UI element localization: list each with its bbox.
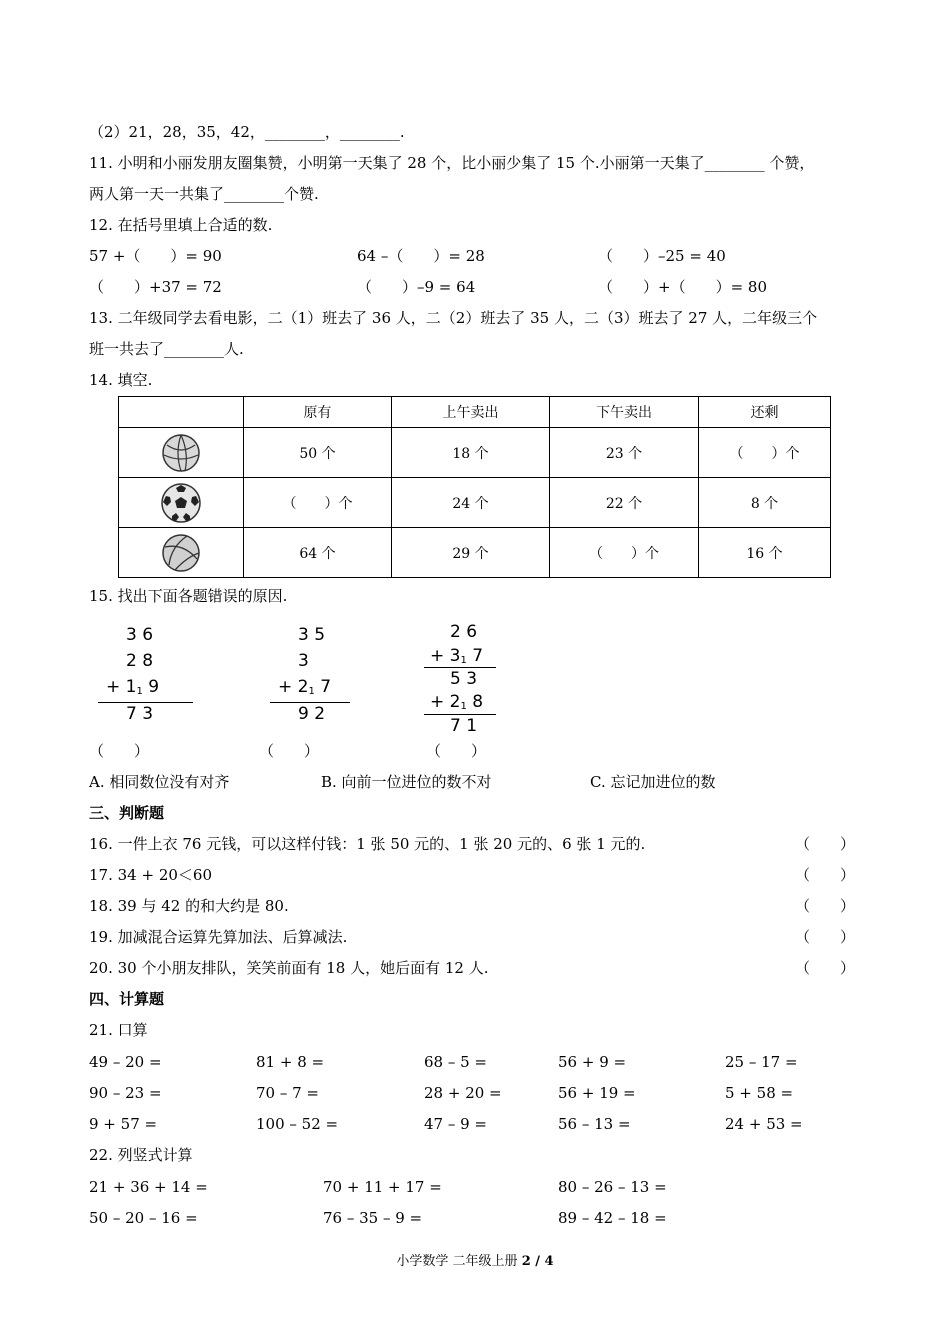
page-footer [0, 1250, 950, 1269]
judge-item: 17. 34 + 20＜60 [89, 866, 212, 884]
judge-item: 19. 加减混合运算先算加法、后算减法. [89, 928, 348, 946]
judge-blank[interactable]: （ ） [795, 835, 856, 853]
calc-row: + $3_1$ 7 [430, 646, 484, 666]
oral-calc: 49 – 20 = [89, 1053, 162, 1071]
calc-row: 2 6 [450, 622, 478, 642]
answer-blank[interactable]: （ ） [259, 742, 320, 760]
q22-title: 22. 列竖式计算 [89, 1146, 193, 1164]
table-cell: 24 个 [392, 478, 550, 528]
oral-calc: 68 – 5 = [424, 1053, 488, 1071]
q11-line1: 11. 小明和小丽发朋友圈集赞，小明第一天集了 28 个，比小丽少集了 15 个.小丽第一天集了________ 个赞， [89, 154, 815, 172]
calc-result: 7 3 [126, 704, 154, 724]
q12-item: （ ）+（ ）= 80 [598, 278, 767, 296]
table-cell: 50 个 [244, 428, 392, 478]
answer-blank[interactable]: （ ） [89, 742, 150, 760]
q12-item: （ ）–9 = 64 [357, 278, 476, 296]
q15-title: 15. 找出下面各题错误的原因. [89, 587, 288, 605]
table-cell: 22 个 [550, 478, 699, 528]
table-header-cell: 还剩 [699, 397, 831, 428]
q13-line1: 13. 二年级同学去看电影，二（1）班去了 36 人，二（2）班去了 35 人，二（3）班去了 27 人，二年级三个 [89, 309, 818, 327]
volleyball-icon [161, 533, 201, 573]
table-cell: （ ）个 [244, 478, 392, 528]
section-heading: 四、计算题 [89, 990, 165, 1008]
q12-title: 12. 在括号里填上合适的数. [89, 216, 273, 234]
table-cell: 18 个 [392, 428, 550, 478]
oral-calc: 81 + 8 = [256, 1053, 325, 1071]
table-row [119, 528, 831, 578]
q12-item: 64 –（ ）= 28 [357, 247, 485, 265]
oral-calc: 56 – 13 = [558, 1115, 631, 1133]
table-cell: 23 个 [550, 428, 699, 478]
option-a: A. 相同数位没有对齐 [89, 773, 230, 791]
q11-line2: 两人第一天一共集了________个赞. [89, 185, 319, 203]
oral-calc: 47 – 9 = [424, 1115, 488, 1133]
table-header-row [119, 397, 831, 428]
oral-calc: 90 – 23 = [89, 1084, 162, 1102]
judge-item: 16. 一件上衣 76 元钱，可以这样付钱：1 张 50 元的、1 张 20 元的、6 张 1 元的. [89, 835, 646, 853]
oral-calc: 9 + 57 = [89, 1115, 158, 1133]
oral-calc: 56 + 19 = [558, 1084, 636, 1102]
option-c: C. 忘记加进位的数 [590, 773, 716, 791]
basketball-icon [161, 433, 201, 473]
footer-text: 小学数学 二年级上册 [396, 1254, 518, 1269]
calc-row: + $1_1$ 9 [106, 677, 160, 697]
option-b: B. 向前一位进位的数不对 [321, 773, 492, 791]
calc-row: + $2_1$ 7 [278, 677, 332, 697]
q12-item: （ ）–25 = 40 [598, 247, 726, 265]
ball-cell [119, 478, 244, 528]
column-calc: 21 + 36 + 14 = [89, 1178, 208, 1196]
judge-item: 18. 39 与 42 的和大约是 80. [89, 897, 289, 915]
table-header-cell [119, 397, 244, 428]
q12-item: （ ）+37 = 72 [89, 278, 222, 296]
calc-row: 3 6 [126, 625, 154, 645]
q12-item: 57 +（ ）= 90 [89, 247, 222, 265]
table-cell: 29 个 [392, 528, 550, 578]
calc-line [424, 667, 496, 668]
table-header-cell: 下午卖出 [550, 397, 699, 428]
q10-part2: （2）21，28，35，42，________，________. [89, 123, 405, 141]
column-calc: 89 – 42 – 18 = [558, 1209, 667, 1227]
judge-blank[interactable]: （ ） [795, 866, 856, 884]
calc-line [424, 714, 496, 715]
table-header-cell: 上午卖出 [392, 397, 550, 428]
answer-blank[interactable]: （ ） [426, 742, 487, 760]
table-header-cell: 原有 [244, 397, 392, 428]
calc-row: 3 5 [298, 625, 326, 645]
judge-blank[interactable]: （ ） [795, 959, 856, 977]
judge-item: 20. 30 个小朋友排队，笑笑前面有 18 人，她后面有 12 人. [89, 959, 489, 977]
ball-cell [119, 428, 244, 478]
page-number: 2 / 4 [521, 1254, 554, 1269]
table-cell: （ ）个 [550, 528, 699, 578]
column-calc: 70 + 11 + 17 = [323, 1178, 442, 1196]
table-cell: 16 个 [699, 528, 831, 578]
oral-calc: 56 + 9 = [558, 1053, 627, 1071]
judge-blank[interactable]: （ ） [795, 897, 856, 915]
calc-row: 3 [298, 651, 309, 671]
soccer-ball-icon [160, 482, 202, 524]
calc-row: + $2_1$ 8 [430, 692, 484, 712]
q13-line2: 班一共去了________人. [89, 340, 244, 358]
oral-calc: 28 + 20 = [424, 1084, 502, 1102]
q14-title: 14. 填空. [89, 371, 153, 389]
calc-row: 2 8 [126, 651, 154, 671]
calc-row: 5 3 [450, 669, 478, 689]
oral-calc: 25 – 17 = [725, 1053, 798, 1071]
table-row [119, 478, 831, 528]
calc-result: 7 1 [450, 716, 478, 736]
table-row [119, 428, 831, 478]
table-cell: 64 个 [244, 528, 392, 578]
q14-table [118, 396, 831, 578]
oral-calc: 24 + 53 = [725, 1115, 803, 1133]
section-heading: 三、判断题 [89, 804, 165, 822]
column-calc: 50 – 20 – 16 = [89, 1209, 198, 1227]
column-calc: 76 – 35 – 9 = [323, 1209, 423, 1227]
judge-blank[interactable]: （ ） [795, 928, 856, 946]
oral-calc: 5 + 58 = [725, 1084, 794, 1102]
table-cell: （ ）个 [699, 428, 831, 478]
ball-cell [119, 528, 244, 578]
calc-line [98, 702, 193, 703]
calc-result: 9 2 [298, 704, 326, 724]
oral-calc: 70 – 7 = [256, 1084, 320, 1102]
q21-title: 21. 口算 [89, 1021, 148, 1039]
calc-line [270, 702, 350, 703]
table-cell: 8 个 [699, 478, 831, 528]
column-calc: 80 – 26 – 13 = [558, 1178, 667, 1196]
oral-calc: 100 – 52 = [256, 1115, 339, 1133]
